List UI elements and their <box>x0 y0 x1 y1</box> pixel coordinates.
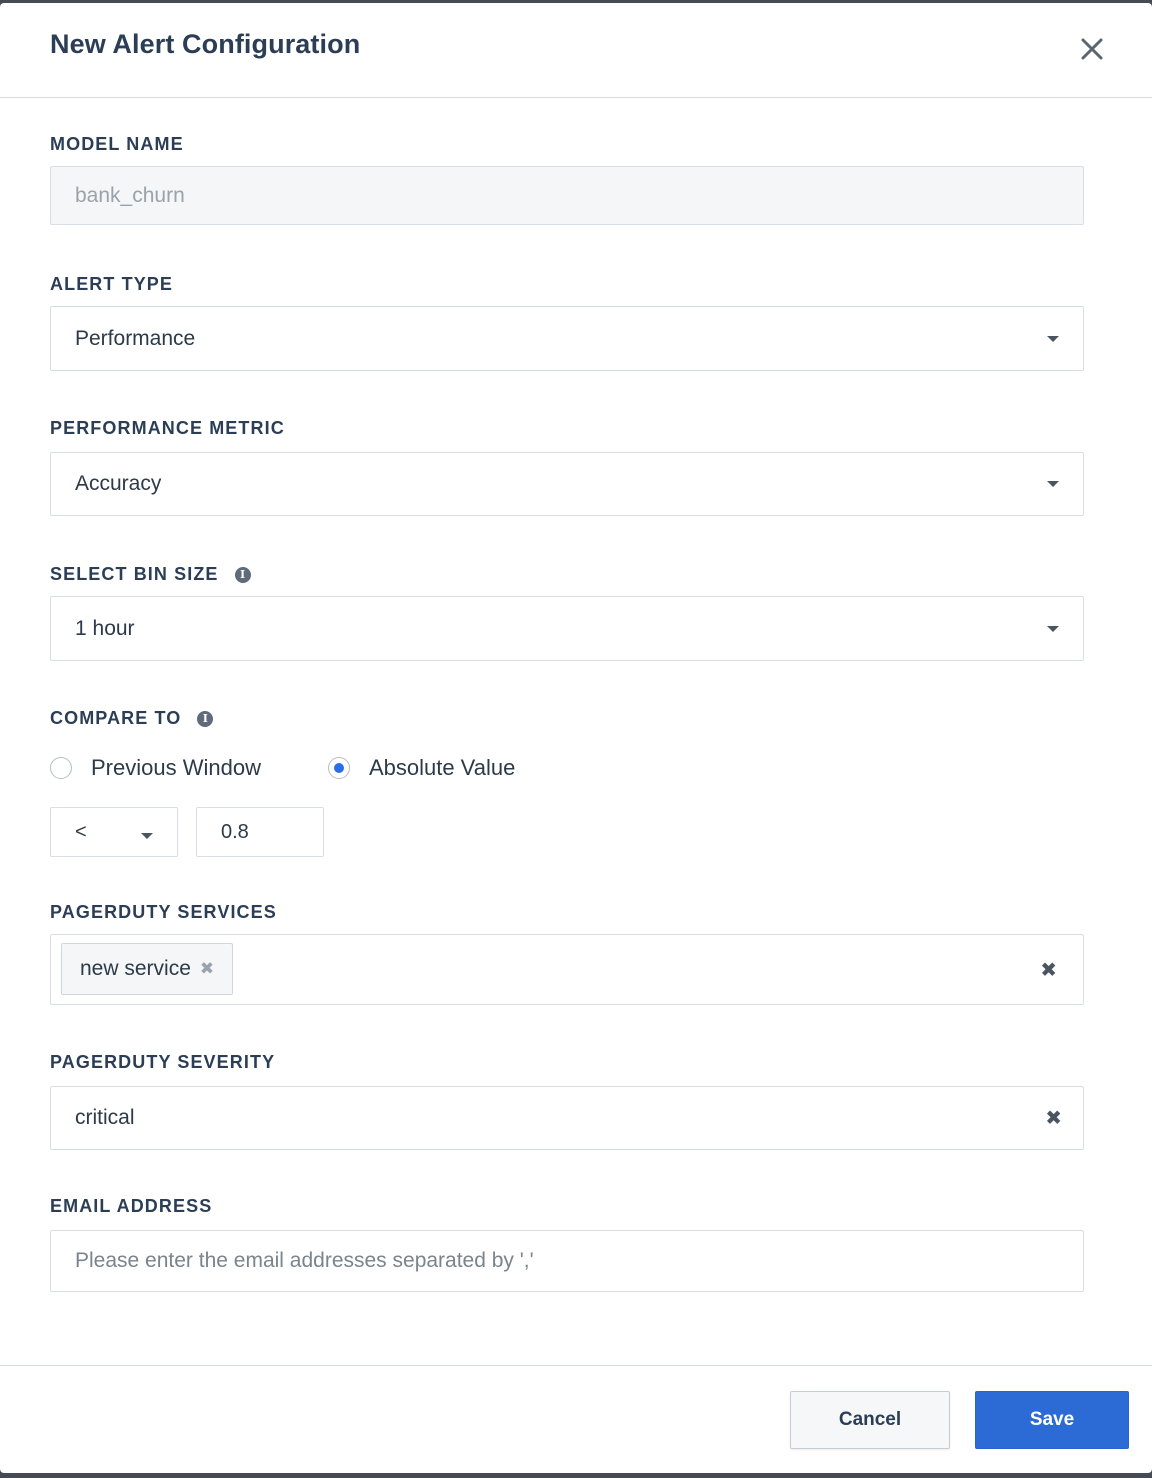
info-icon[interactable]: I <box>197 711 213 727</box>
alert-config-modal <box>0 3 1152 1473</box>
radio-absolute-value[interactable] <box>328 755 515 781</box>
bin-size-label: SELECT BIN SIZE <box>50 564 219 584</box>
modal-header <box>0 3 1152 98</box>
alert-type-value: Performance <box>75 326 196 350</box>
bin-size-value: 1 hour <box>75 616 135 640</box>
chevron-down-icon <box>141 833 153 839</box>
radio-label: Absolute Value <box>368 755 516 780</box>
email-field[interactable] <box>50 1230 1084 1292</box>
email-placeholder: Please enter the email addresses separated by ',' <box>75 1249 534 1272</box>
chevron-down-icon <box>1047 481 1059 487</box>
chevron-down-icon <box>1047 336 1059 342</box>
bin-size-label-row <box>50 564 251 585</box>
pagerduty-services-select[interactable] <box>50 934 1084 1005</box>
radio-previous-window[interactable] <box>50 755 261 781</box>
performance-metric-label: PERFORMANCE METRIC <box>50 418 285 438</box>
cancel-button[interactable]: Cancel <box>790 1391 950 1449</box>
save-button[interactable]: Save <box>975 1391 1129 1449</box>
radio-button-checked[interactable] <box>328 757 350 779</box>
close-icon[interactable] <box>1076 33 1108 65</box>
pagerduty-services-label: PAGERDUTY SERVICES <box>50 902 277 922</box>
service-tag-label: new service <box>80 957 191 980</box>
modal-footer <box>0 1365 1152 1473</box>
email-label: EMAIL ADDRESS <box>50 1196 213 1216</box>
radio-label: Previous Window <box>91 755 261 780</box>
model-name-field <box>50 166 1084 225</box>
remove-tag-icon[interactable]: ✖ <box>199 959 215 978</box>
compare-to-radio-group <box>50 755 515 781</box>
modal-title: New Alert Configuration <box>50 29 361 59</box>
threshold-value: 0.8 <box>221 820 249 843</box>
bin-size-select[interactable] <box>50 596 1084 661</box>
performance-metric-select[interactable] <box>50 452 1084 516</box>
clear-icon[interactable]: ✖ <box>1045 1107 1062 1130</box>
alert-type-label: ALERT TYPE <box>50 274 174 294</box>
operator-value: < <box>75 820 87 843</box>
info-icon[interactable]: I <box>235 567 251 583</box>
threshold-input[interactable] <box>196 807 324 857</box>
model-name-label: MODEL NAME <box>50 134 184 154</box>
radio-button[interactable] <box>50 757 72 779</box>
operator-select[interactable] <box>50 807 178 857</box>
compare-to-label: COMPARE TO <box>50 708 182 728</box>
pagerduty-severity-select[interactable] <box>50 1086 1084 1150</box>
alert-type-select[interactable] <box>50 306 1084 371</box>
chevron-down-icon <box>1047 626 1059 632</box>
performance-metric-value: Accuracy <box>75 472 162 495</box>
compare-to-label-row <box>50 708 213 729</box>
service-tag <box>61 943 233 995</box>
model-name-value: bank_churn <box>75 183 185 207</box>
pagerduty-severity-label: PAGERDUTY SEVERITY <box>50 1052 276 1072</box>
pagerduty-severity-value: critical <box>75 1106 135 1129</box>
clear-icon[interactable]: ✖ <box>1040 959 1057 981</box>
